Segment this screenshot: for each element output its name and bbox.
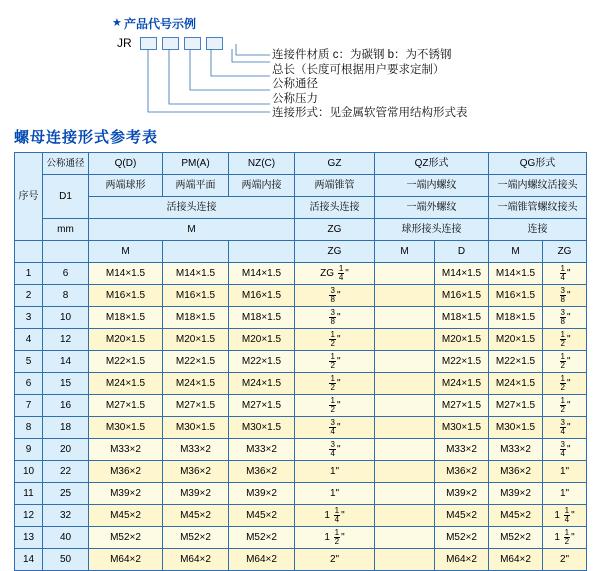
- header-type-nz: 两端内接: [229, 175, 295, 197]
- header-index: 序号: [15, 153, 43, 241]
- header-type-qz-b: 一端外螺纹: [375, 197, 489, 219]
- cell-gz: 1 $\frac{1}{4}$ ": [295, 505, 375, 527]
- cell-qz-d: M22×1.5: [435, 351, 489, 373]
- legend-item-4: 连接形式：见金属软管常用结构形式表: [272, 107, 468, 119]
- cell-qg-zg: 1 $\frac{1}{2}$ ": [543, 527, 587, 549]
- header-unit-zg: ZG: [295, 219, 375, 241]
- cell-qg-zg: $\frac{3}{4}$ ": [543, 417, 587, 439]
- cell-qg-zg: $\frac{1}{2}$ ": [543, 329, 587, 351]
- cell-pm: M64×2: [163, 549, 229, 571]
- cell-dn: 20: [43, 439, 89, 461]
- cell-dn: 32: [43, 505, 89, 527]
- cell-index: 14: [15, 549, 43, 571]
- cell-qz-m: [375, 307, 435, 329]
- table-row: [15, 527, 587, 549]
- cell-gz: $\frac{1}{2}$ ": [295, 351, 375, 373]
- header-unit-blank-1: [15, 241, 43, 263]
- header-joint-qz: 球形接头连接: [375, 219, 489, 241]
- cell-q: M14×1.5: [89, 263, 163, 285]
- header-group-qg: QG形式: [489, 153, 587, 175]
- cell-qz-d: M45×2: [435, 505, 489, 527]
- header-group-q: Q(D): [89, 153, 163, 175]
- cell-index: 10: [15, 461, 43, 483]
- cell-qz-d: M27×1.5: [435, 395, 489, 417]
- table-row: [15, 285, 587, 307]
- cell-gz: $\frac{1}{2}$ ": [295, 329, 375, 351]
- cell-pm: M52×2: [163, 527, 229, 549]
- cell-qg-m: M64×2: [489, 549, 543, 571]
- cell-qz-d: M14×1.5: [435, 263, 489, 285]
- cell-qz-m: [375, 395, 435, 417]
- header-unit-m-pm: [163, 241, 229, 263]
- table-row: [15, 263, 587, 285]
- cell-nz: M27×1.5: [229, 395, 295, 417]
- cell-qg-m: M20×1.5: [489, 329, 543, 351]
- table-row: [15, 549, 587, 571]
- table-body: [15, 263, 587, 571]
- cell-qg-m: M33×2: [489, 439, 543, 461]
- cell-gz: $\frac{3}{4}$ ": [295, 417, 375, 439]
- cell-qg-zg: $\frac{3}{8}$ ": [543, 285, 587, 307]
- cell-qz-m: [375, 483, 435, 505]
- legend-item-2: 公称通径: [272, 78, 318, 90]
- header-row-unit2: [15, 241, 587, 263]
- cell-qg-zg: $\frac{1}{2}$ ": [543, 373, 587, 395]
- header-joint-left: 活接头连接: [89, 197, 295, 219]
- cell-index: 2: [15, 285, 43, 307]
- cell-index: 3: [15, 307, 43, 329]
- cell-q: M64×2: [89, 549, 163, 571]
- cell-pm: M30×1.5: [163, 417, 229, 439]
- header-group-qz: QZ形式: [375, 153, 489, 175]
- cell-qg-m: M30×1.5: [489, 417, 543, 439]
- header-dn-unit: mm: [43, 219, 89, 241]
- cell-dn: 12: [43, 329, 89, 351]
- cell-gz: $\frac{1}{2}$ ": [295, 373, 375, 395]
- cell-dn: 10: [43, 307, 89, 329]
- cell-q: M45×2: [89, 505, 163, 527]
- header-unit-m-q: M: [89, 241, 163, 263]
- table-row: [15, 505, 587, 527]
- header-unit-qg-zg: ZG: [543, 241, 587, 263]
- cell-qz-m: [375, 351, 435, 373]
- header-row-joint: [15, 197, 587, 219]
- table-head: [15, 153, 587, 263]
- cell-nz: M52×2: [229, 527, 295, 549]
- legend-title: 产品代号示例: [124, 17, 197, 31]
- cell-qz-m: [375, 461, 435, 483]
- cell-index: 13: [15, 527, 43, 549]
- cell-qz-d: M20×1.5: [435, 329, 489, 351]
- cell-q: M39×2: [89, 483, 163, 505]
- cell-dn: 14: [43, 351, 89, 373]
- header-unit-zg-gz: ZG: [295, 241, 375, 263]
- legend-items: [272, 48, 468, 121]
- cell-qz-d: M64×2: [435, 549, 489, 571]
- cell-index: 5: [15, 351, 43, 373]
- cell-pm: M39×2: [163, 483, 229, 505]
- cell-gz: 1": [295, 461, 375, 483]
- page-title: 螺母连接形式参考表: [14, 129, 159, 146]
- cell-nz: M24×1.5: [229, 373, 295, 395]
- cell-nz: M45×2: [229, 505, 295, 527]
- cell-nz: M14×1.5: [229, 263, 295, 285]
- header-row-unit: [15, 219, 587, 241]
- spec-table-wrap: [14, 152, 586, 571]
- header-type-q: 两端球形: [89, 175, 163, 197]
- legend-item-3: 公称压力: [272, 92, 318, 105]
- table-row: [15, 395, 587, 417]
- cell-qg-zg: 1": [543, 461, 587, 483]
- cell-qz-m: [375, 439, 435, 461]
- header-dn: 公称通径: [43, 153, 89, 175]
- cell-pm: M36×2: [163, 461, 229, 483]
- cell-dn: 40: [43, 527, 89, 549]
- cell-qz-m: [375, 549, 435, 571]
- header-group-nz: NZ(C): [229, 153, 295, 175]
- header-group-pm: PM(A): [163, 153, 229, 175]
- table-row: [15, 439, 587, 461]
- header-dn-sub: D1: [43, 175, 89, 219]
- cell-qz-d: M33×2: [435, 439, 489, 461]
- cell-pm: M14×1.5: [163, 263, 229, 285]
- cell-qg-m: M22×1.5: [489, 351, 543, 373]
- star-icon: ★: [112, 17, 122, 29]
- cell-gz: $\frac{3}{8}$ ": [295, 307, 375, 329]
- cell-qg-m: M39×2: [489, 483, 543, 505]
- header-group-gz: GZ: [295, 153, 375, 175]
- cell-q: M18×1.5: [89, 307, 163, 329]
- cell-index: 11: [15, 483, 43, 505]
- header-type-qz: 一端内螺纹: [375, 175, 489, 197]
- table-row: [15, 351, 587, 373]
- table-row: [15, 461, 587, 483]
- cell-qz-m: [375, 263, 435, 285]
- cell-pm: M45×2: [163, 505, 229, 527]
- header-unit-qg-m: M: [489, 241, 543, 263]
- cell-nz: M18×1.5: [229, 307, 295, 329]
- header-row-type: [15, 175, 587, 197]
- header-type-pm: 两端平面: [163, 175, 229, 197]
- cell-q: M30×1.5: [89, 417, 163, 439]
- header-joint-qg: 连接: [489, 219, 587, 241]
- cell-q: M52×2: [89, 527, 163, 549]
- table-row: [15, 373, 587, 395]
- cell-pm: M33×2: [163, 439, 229, 461]
- cell-qz-d: M30×1.5: [435, 417, 489, 439]
- product-code-prefix: JR: [117, 36, 132, 50]
- cell-pm: M20×1.5: [163, 329, 229, 351]
- cell-qg-m: M45×2: [489, 505, 543, 527]
- table-row: [15, 417, 587, 439]
- cell-qg-m: M52×2: [489, 527, 543, 549]
- cell-nz: M36×2: [229, 461, 295, 483]
- cell-qz-m: [375, 527, 435, 549]
- spec-table: [14, 152, 587, 571]
- cell-qz-d: M39×2: [435, 483, 489, 505]
- cell-qz-d: M52×2: [435, 527, 489, 549]
- cell-qg-m: M16×1.5: [489, 285, 543, 307]
- cell-dn: 8: [43, 285, 89, 307]
- cell-index: 12: [15, 505, 43, 527]
- header-row-code: [15, 153, 587, 175]
- cell-q: M27×1.5: [89, 395, 163, 417]
- cell-dn: 50: [43, 549, 89, 571]
- cell-qg-m: M27×1.5: [489, 395, 543, 417]
- cell-nz: M33×2: [229, 439, 295, 461]
- cell-qg-m: M36×2: [489, 461, 543, 483]
- cell-nz: M39×2: [229, 483, 295, 505]
- cell-dn: 25: [43, 483, 89, 505]
- cell-q: M20×1.5: [89, 329, 163, 351]
- cell-nz: M16×1.5: [229, 285, 295, 307]
- cell-qz-d: M24×1.5: [435, 373, 489, 395]
- header-unit-m: M: [89, 219, 295, 241]
- header-unit-qz-d: D: [435, 241, 489, 263]
- cell-pm: M16×1.5: [163, 285, 229, 307]
- legend-item-0: 连接件材质 c：为碳钢 b：为不锈钢: [272, 49, 452, 61]
- product-code-legend: [0, 0, 600, 120]
- cell-qg-zg: $\frac{1}{2}$ ": [543, 395, 587, 417]
- cell-pm: M18×1.5: [163, 307, 229, 329]
- cell-gz: 2": [295, 549, 375, 571]
- cell-index: 4: [15, 329, 43, 351]
- cell-dn: 18: [43, 417, 89, 439]
- cell-q: M24×1.5: [89, 373, 163, 395]
- cell-index: 1: [15, 263, 43, 285]
- cell-qz-m: [375, 373, 435, 395]
- cell-q: M16×1.5: [89, 285, 163, 307]
- cell-qz-d: M18×1.5: [435, 307, 489, 329]
- table-row: [15, 329, 587, 351]
- cell-dn: 16: [43, 395, 89, 417]
- cell-qz-d: M16×1.5: [435, 285, 489, 307]
- cell-qz-m: [375, 417, 435, 439]
- cell-dn: 6: [43, 263, 89, 285]
- table-row: [15, 307, 587, 329]
- cell-qz-d: M36×2: [435, 461, 489, 483]
- cell-q: M36×2: [89, 461, 163, 483]
- cell-nz: M30×1.5: [229, 417, 295, 439]
- cell-qg-zg: $\frac{1}{2}$ ": [543, 351, 587, 373]
- cell-index: 6: [15, 373, 43, 395]
- cell-q: M22×1.5: [89, 351, 163, 373]
- cell-q: M33×2: [89, 439, 163, 461]
- header-type-qg: 一端内螺纹活接头: [489, 175, 587, 197]
- cell-index: 8: [15, 417, 43, 439]
- cell-index: 9: [15, 439, 43, 461]
- cell-qg-zg: 1 $\frac{1}{4}$ ": [543, 505, 587, 527]
- cell-qg-zg: $\frac{3}{4}$ ": [543, 439, 587, 461]
- cell-pm: M27×1.5: [163, 395, 229, 417]
- legend-item-1: 总长（长度可根据用户要求定制）: [272, 63, 445, 76]
- header-unit-qz-m: M: [375, 241, 435, 263]
- cell-pm: M24×1.5: [163, 373, 229, 395]
- header-type-gz: 两端锥管: [295, 175, 375, 197]
- cell-qg-zg: 2": [543, 549, 587, 571]
- header-joint-gz: 活接头连接: [295, 197, 375, 219]
- cell-index: 7: [15, 395, 43, 417]
- header-type-qg-b: 一端锥管螺纹接头: [489, 197, 587, 219]
- cell-gz: $\frac{1}{2}$ ": [295, 395, 375, 417]
- cell-qg-zg: $\frac{3}{8}$ ": [543, 307, 587, 329]
- cell-gz: $\frac{3}{4}$ ": [295, 439, 375, 461]
- cell-qz-m: [375, 285, 435, 307]
- cell-nz: M64×2: [229, 549, 295, 571]
- cell-dn: 15: [43, 373, 89, 395]
- header-unit-blank-2: [43, 241, 89, 263]
- cell-gz: 1": [295, 483, 375, 505]
- cell-qg-m: M24×1.5: [489, 373, 543, 395]
- cell-dn: 22: [43, 461, 89, 483]
- cell-qg-m: M14×1.5: [489, 263, 543, 285]
- header-unit-m-nz: [229, 241, 295, 263]
- cell-gz: 1 $\frac{1}{2}$ ": [295, 527, 375, 549]
- cell-qz-m: [375, 505, 435, 527]
- cell-gz: $\frac{3}{8}$ ": [295, 285, 375, 307]
- cell-qg-zg: 1": [543, 483, 587, 505]
- cell-gz: ZG $\frac{1}{4}$ ": [295, 263, 375, 285]
- cell-qg-m: M18×1.5: [489, 307, 543, 329]
- cell-nz: M22×1.5: [229, 351, 295, 373]
- cell-qz-m: [375, 329, 435, 351]
- table-row: [15, 483, 587, 505]
- cell-qg-zg: $\frac{1}{4}$ ": [543, 263, 587, 285]
- cell-pm: M22×1.5: [163, 351, 229, 373]
- cell-nz: M20×1.5: [229, 329, 295, 351]
